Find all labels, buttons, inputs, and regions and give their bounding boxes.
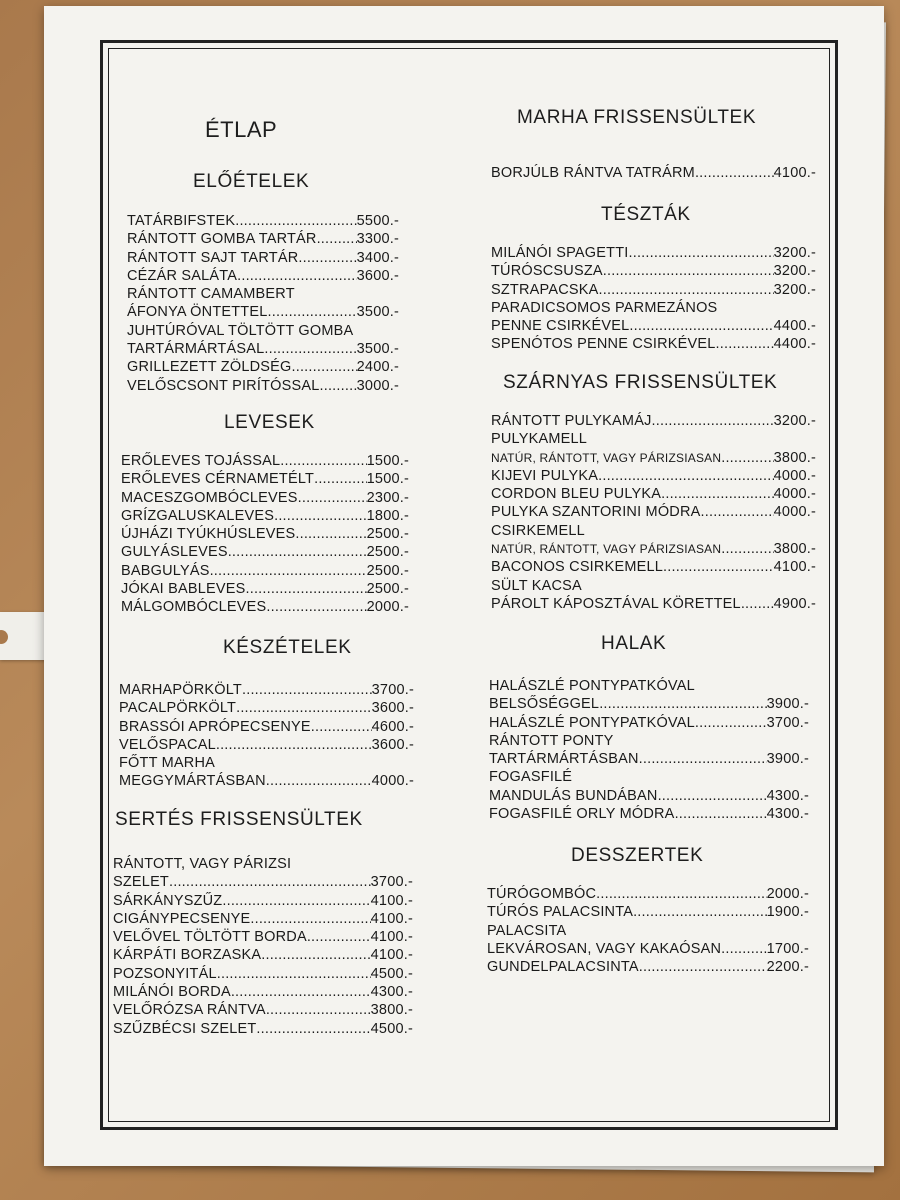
dot-leader	[231, 983, 371, 1001]
dot-leader	[639, 750, 767, 768]
punch-hole	[0, 630, 8, 644]
menu-item-price: 4000.-	[773, 467, 816, 484]
menu-item-price: 3200.-	[773, 245, 816, 261]
menu-item-name: RÁNTOTT CAMAMBERT	[127, 286, 295, 303]
menu-item-name: VELŐVEL TÖLTÖTT BORDA	[113, 929, 307, 946]
menu-item	[489, 805, 809, 823]
menu-item	[489, 768, 809, 786]
menu-item	[491, 335, 816, 353]
section-title-marha: MARHA FRISSENSÜLTEK	[517, 107, 757, 128]
dot-leader	[261, 946, 370, 964]
menu-item	[113, 892, 413, 910]
menu-item-name: NATÚR, RÁNTOTT, VAGY PÁRIZSIASAN	[491, 450, 722, 465]
menu-item-price: 2200.-	[766, 959, 809, 976]
menu-item	[487, 940, 809, 958]
section-title-keszetelek: KÉSZÉTELEK	[223, 637, 352, 658]
menu-item-price: 4900.-	[773, 595, 816, 612]
dot-leader	[266, 598, 366, 616]
menu-item-name: ÁFONYA ÖNTETTEL	[127, 304, 268, 321]
menu-item-name: RÁNTOTT PONTY	[489, 732, 614, 749]
dot-leader	[598, 467, 774, 485]
menu-item-price: 3400.-	[356, 249, 399, 266]
menu-item	[113, 910, 413, 928]
dot-leader	[320, 377, 357, 395]
menu-item	[491, 485, 816, 503]
menu-item	[119, 772, 414, 790]
menu-item-name: PENNE CSIRKÉVEL	[491, 318, 630, 335]
menu-item-name: PARADICSOMOS PARMEZÁNOS	[491, 299, 718, 316]
dot-leader	[695, 714, 767, 732]
menu-item	[489, 787, 809, 805]
menu-item	[113, 946, 413, 964]
menu-item-price: 3600.-	[356, 267, 399, 284]
menu-item-name: GULYÁSLEVES	[121, 544, 228, 561]
dot-leader	[268, 303, 357, 321]
dot-leader	[661, 485, 774, 503]
menu-item-price: 3700.-	[766, 714, 809, 731]
menu-item	[491, 522, 816, 540]
menu-item-name: GRÍZGALUSKALEVES	[121, 507, 275, 524]
menu-item-price: 2400.-	[356, 359, 399, 376]
dot-leader	[222, 892, 370, 910]
menu-item-price: 3700.-	[371, 682, 414, 698]
menu-item-name: PULYKAMELL	[491, 431, 588, 448]
dot-leader	[216, 736, 372, 754]
menu-item-name: KÁRPÁTI BORZASKA	[113, 947, 262, 964]
menu-item-price: 4300.-	[766, 806, 809, 823]
menu-title: ÉTLAP	[205, 117, 278, 142]
menu-item-name: BELSŐSÉGGEL	[489, 696, 600, 713]
menu-item-name: MANDULÁS BUNDÁBAN	[489, 787, 658, 804]
marha-list	[491, 164, 816, 182]
menu-item-name: KIJEVI PULYKA	[491, 467, 599, 484]
dot-leader	[596, 885, 767, 903]
dot-leader	[639, 958, 767, 976]
menu-item-name: RÁNTOTT, VAGY PÁRIZSI	[113, 856, 292, 872]
menu-item	[121, 525, 409, 543]
menu-item-price: 2500.-	[366, 562, 409, 579]
menu-item-name: POZSONYITÁL	[113, 965, 217, 982]
menu-item-price: 4100.-	[370, 929, 413, 946]
menu-item-price: 4000.-	[773, 504, 816, 521]
menu-item-name: JUHTÚRÓVAL TÖLTÖTT GOMBA	[127, 322, 354, 339]
menu-item	[121, 598, 409, 616]
menu-item	[119, 754, 414, 772]
dot-leader	[603, 262, 774, 280]
dot-leader	[721, 540, 773, 558]
menu-item-name: PULYKA SZANTORINI MÓDRA	[491, 504, 701, 521]
dot-leader	[250, 910, 370, 928]
menu-item-price: 1900.-	[766, 904, 809, 921]
menu-item	[121, 452, 409, 470]
menu-item	[127, 377, 399, 395]
menu-item	[491, 244, 816, 262]
section-title-szarnyas: SZÁRNYAS FRISSENSÜLTEK	[503, 372, 778, 393]
menu-item-name: BRASSÓI APRÓPECSENYE	[119, 718, 311, 735]
eloetelek-list	[127, 212, 399, 395]
menu-item-name: CORDON BLEU PULYKA	[491, 486, 662, 503]
menu-item-name: GUNDELPALACSINTA	[487, 959, 639, 976]
menu-item-name: RÁNTOTT PULYKAMÁJ	[491, 413, 652, 429]
menu-item-name: PALACSITA	[487, 922, 567, 939]
menu-item-price: 4000.-	[371, 773, 414, 790]
section-title-eloetelek: ELŐÉTELEK	[193, 171, 310, 192]
menu-item-name: MARHAPÖRKÖLT	[119, 682, 242, 698]
menu-item-name: BORJÚLB RÁNTVA TATRÁRM.	[491, 165, 700, 181]
menu-item-name: CSIRKEMELL	[491, 522, 585, 539]
menu-item	[491, 540, 816, 558]
desszertek-list	[487, 885, 809, 976]
menu-item-price: 2000.-	[366, 599, 409, 616]
menu-item-name: TÚRÓGOMBÓC	[487, 886, 597, 902]
menu-item	[113, 965, 413, 983]
menu-item	[113, 1001, 413, 1019]
menu-item	[489, 732, 809, 750]
menu-item-name: VELŐSPACAL	[119, 736, 216, 753]
menu-item	[119, 718, 414, 736]
menu-item	[491, 299, 816, 317]
menu-item-name: TÚRÓS PALACSINTA	[487, 904, 634, 921]
menu-item-price: 4500.-	[370, 1020, 413, 1037]
keszetelek-list	[119, 681, 414, 791]
dot-leader	[311, 718, 372, 736]
menu-item-name: BABGULYÁS	[121, 562, 210, 579]
menu-item-price: 4100.-	[773, 559, 816, 576]
dot-leader	[716, 335, 774, 353]
menu-item-price: 3000.-	[356, 377, 399, 394]
menu-item	[119, 736, 414, 754]
menu-item-name: SPENÓTOS PENNE CSIRKÉVEL	[491, 336, 716, 353]
menu-item-name: MÁLGOMBÓCLEVES	[121, 599, 267, 616]
menu-item	[127, 303, 399, 321]
menu-item	[491, 281, 816, 299]
menu-item	[127, 358, 399, 376]
menu-item-name: MEGGYMÁRTÁSBAN	[119, 773, 266, 790]
dot-leader	[598, 281, 773, 299]
menu-item-price: 3800.-	[773, 541, 816, 558]
menu-item-name: MILÁNÓI BORDA	[113, 984, 231, 1001]
menu-item-name: VELŐSCSONT PIRÍTÓSSAL	[127, 377, 320, 394]
menu-item-price: 4600.-	[371, 718, 414, 735]
menu-item	[121, 489, 409, 507]
menu-item-name: HALÁSZLÉ PONTYPATKÓVAL	[489, 714, 695, 731]
menu-item-price: 3900.-	[766, 696, 809, 713]
dot-leader	[256, 1020, 370, 1038]
menu-item	[489, 677, 809, 695]
menu-item-price: 4300.-	[370, 984, 413, 1001]
menu-item	[119, 681, 414, 699]
menu-item	[491, 164, 816, 182]
menu-item	[113, 873, 413, 891]
menu-item	[127, 249, 399, 267]
tesztak-list	[491, 244, 816, 354]
section-title-tesztak: TÉSZTÁK	[601, 204, 691, 225]
dot-leader	[599, 695, 766, 713]
dot-leader	[721, 940, 767, 958]
dot-leader	[298, 249, 356, 267]
menu-item-name: PACALPÖRKÖLT	[119, 700, 237, 717]
menu-item-name: MACESZGOMBÓCLEVES	[121, 489, 298, 506]
menu-item-price: 4500.-	[370, 965, 413, 982]
menu-item	[491, 577, 816, 595]
menu-item	[127, 212, 399, 230]
menu-item-name: TARTÁRMÁRTÁSAL	[127, 341, 265, 358]
menu-item-name: LEKVÁROSAN, VAGY KAKAÓSAN	[487, 940, 722, 957]
menu-item	[491, 449, 816, 467]
menu-item-price: 4300.-	[766, 787, 809, 804]
menu-item-name: MILÁNÓI SPAGETTI	[491, 245, 629, 261]
menu-item	[121, 562, 409, 580]
dot-leader	[317, 230, 357, 248]
menu-item	[487, 958, 809, 976]
dot-leader	[242, 681, 372, 699]
menu-item	[491, 467, 816, 485]
dot-leader	[663, 558, 774, 576]
menu-item-price: 1500.-	[366, 471, 409, 488]
dot-leader	[629, 317, 773, 335]
sertes-list	[113, 855, 413, 1038]
menu-item	[121, 507, 409, 525]
menu-item	[487, 885, 809, 903]
menu-item-price: 3800.-	[370, 1002, 413, 1019]
menu-item-price: 3900.-	[766, 751, 809, 768]
dot-leader	[675, 805, 767, 823]
menu-item-price: 3800.-	[773, 449, 816, 466]
menu-item-price: 2500.-	[366, 526, 409, 543]
menu-item-price: 2500.-	[366, 581, 409, 598]
menu-item-price: 4100.-	[370, 947, 413, 964]
dot-leader	[228, 543, 367, 561]
menu-item-name: TARTÁRMÁRTÁSBAN	[489, 751, 639, 768]
menu-item	[121, 470, 409, 488]
menu-item-name: BACONOS CSIRKEMELL	[491, 559, 664, 576]
menu-item-name: JÓKAI BABLEVES	[121, 581, 246, 598]
menu-item-price: 4100.-	[370, 892, 413, 909]
menu-item-price: 1700.-	[766, 940, 809, 957]
levesek-list	[121, 452, 409, 617]
dot-leader	[236, 699, 372, 717]
dot-leader	[266, 772, 372, 790]
menu-item-name: FŐTT MARHA	[119, 755, 215, 772]
menu-item-price: 3700.-	[370, 874, 413, 891]
menu-item-name: TATÁRBIFSTEK	[127, 213, 236, 229]
dot-leader	[237, 267, 357, 285]
menu-item-price: 3200.-	[773, 413, 816, 429]
menu-item	[487, 922, 809, 940]
menu-item-price: 4400.-	[773, 336, 816, 353]
menu-item-price: 2300.-	[366, 489, 409, 506]
dot-leader	[658, 787, 767, 805]
dot-leader	[307, 928, 371, 946]
menu-item-name: PÁROLT KÁPOSZTÁVAL KÖRETTEL	[491, 595, 741, 612]
dot-leader	[266, 1001, 371, 1019]
dot-leader	[246, 580, 367, 598]
menu-sheet	[44, 6, 884, 1166]
dot-leader	[291, 358, 356, 376]
menu-item-name: FOGASFILÉ	[489, 769, 573, 786]
menu-item	[113, 928, 413, 946]
menu-item-price: 3600.-	[371, 700, 414, 717]
menu-item	[491, 412, 816, 430]
dot-leader	[298, 489, 367, 507]
menu-item-price: 3200.-	[773, 281, 816, 298]
section-title-desszertek: DESSZERTEK	[571, 845, 704, 866]
menu-item-name: HALÁSZLÉ PONTYPATKÓVAL	[489, 678, 695, 694]
menu-item	[491, 262, 816, 280]
szarnyas-list	[491, 412, 816, 613]
dot-leader	[721, 449, 773, 467]
section-title-sertes: SERTÉS FRISSENSÜLTEK	[115, 809, 363, 830]
menu-item	[127, 322, 399, 340]
menu-item	[113, 983, 413, 1001]
dot-leader	[699, 164, 774, 182]
dot-leader	[652, 412, 774, 430]
menu-item-name: FOGASFILÉ ORLY MÓDRA	[489, 806, 675, 823]
dot-leader	[235, 212, 356, 230]
menu-item-name: SZTRAPACSKA	[491, 281, 599, 298]
menu-item-name: VELŐRÓZSA RÁNTVA	[113, 1002, 266, 1019]
menu-item-name: SZELET	[113, 874, 169, 891]
menu-item	[121, 543, 409, 561]
menu-item-name: SÁRKÁNYSZŰZ	[113, 892, 223, 909]
section-title-levesek: LEVESEK	[224, 412, 315, 433]
menu-item-price: 3600.-	[371, 736, 414, 753]
menu-item-price: 3300.-	[356, 231, 399, 248]
menu-item	[127, 230, 399, 248]
menu-item-name: TÚRÓSCSUSZA	[491, 263, 603, 280]
dot-leader	[217, 965, 371, 983]
menu-item-name: SZŰZBÉCSI SZELET	[113, 1020, 257, 1037]
menu-item-name: RÁNTOTT GOMBA TARTÁR	[127, 231, 317, 248]
menu-item-price: 4100.-	[370, 910, 413, 927]
menu-item	[491, 430, 816, 448]
menu-item	[489, 695, 809, 713]
menu-item-price: 2500.-	[366, 544, 409, 561]
dot-leader	[280, 452, 366, 470]
menu-item	[113, 1020, 413, 1038]
menu-item-name: ÚJHÁZI TYÚKHÚSLEVES	[121, 526, 296, 543]
menu-item	[121, 580, 409, 598]
menu-item-price: 3200.-	[773, 263, 816, 280]
menu-item-price: 4000.-	[773, 486, 816, 503]
menu-item	[127, 267, 399, 285]
menu-item-price: 1800.-	[366, 507, 409, 524]
menu-border	[100, 40, 838, 1130]
halak-list	[489, 677, 809, 823]
menu-item	[491, 503, 816, 521]
dot-leader	[314, 470, 367, 488]
dot-leader	[169, 873, 371, 891]
menu-item-name: NATÚR, RÁNTOTT, VAGY PÁRIZSIASAN	[491, 542, 722, 557]
menu-item-price: 3500.-	[356, 341, 399, 358]
menu-item-price: 5500.-	[356, 213, 399, 229]
menu-item-price: 2000.-	[766, 886, 809, 902]
dot-leader	[628, 244, 773, 262]
menu-item-name: ERŐLEVES TOJÁSSAL	[121, 453, 281, 469]
menu-item-name: ERŐLEVES CÉRNAMETÉLT	[121, 471, 315, 488]
menu-item	[489, 750, 809, 768]
menu-item	[491, 595, 816, 613]
dot-leader	[633, 903, 767, 921]
dot-leader	[274, 507, 367, 525]
menu-inner-border	[108, 48, 830, 1122]
dot-leader	[264, 340, 356, 358]
menu-item-price: 1500.-	[366, 453, 409, 469]
dot-leader	[741, 595, 774, 613]
menu-item-name: CIGÁNYPECSENYE	[113, 910, 251, 927]
menu-item	[127, 285, 399, 303]
menu-item	[127, 340, 399, 358]
menu-item	[489, 714, 809, 732]
menu-item-price: 3500.-	[356, 304, 399, 321]
dot-leader	[210, 562, 367, 580]
menu-item	[119, 699, 414, 717]
menu-item-name: CÉZÁR SALÁTA	[127, 267, 238, 284]
menu-item-name: GRILLEZETT ZÖLDSÉG	[127, 359, 292, 376]
section-title-halak: HALAK	[601, 633, 667, 654]
menu-item	[487, 903, 809, 921]
menu-item	[491, 558, 816, 576]
menu-item-name: RÁNTOTT SAJT TARTÁR	[127, 249, 299, 266]
dot-leader	[701, 503, 774, 521]
menu-item-name: SÜLT KACSA	[491, 577, 582, 594]
menu-item-price: 4400.-	[773, 318, 816, 335]
menu-item-price: 4100.-	[773, 165, 816, 181]
dot-leader	[295, 525, 366, 543]
menu-item	[491, 317, 816, 335]
menu-item	[113, 855, 413, 873]
